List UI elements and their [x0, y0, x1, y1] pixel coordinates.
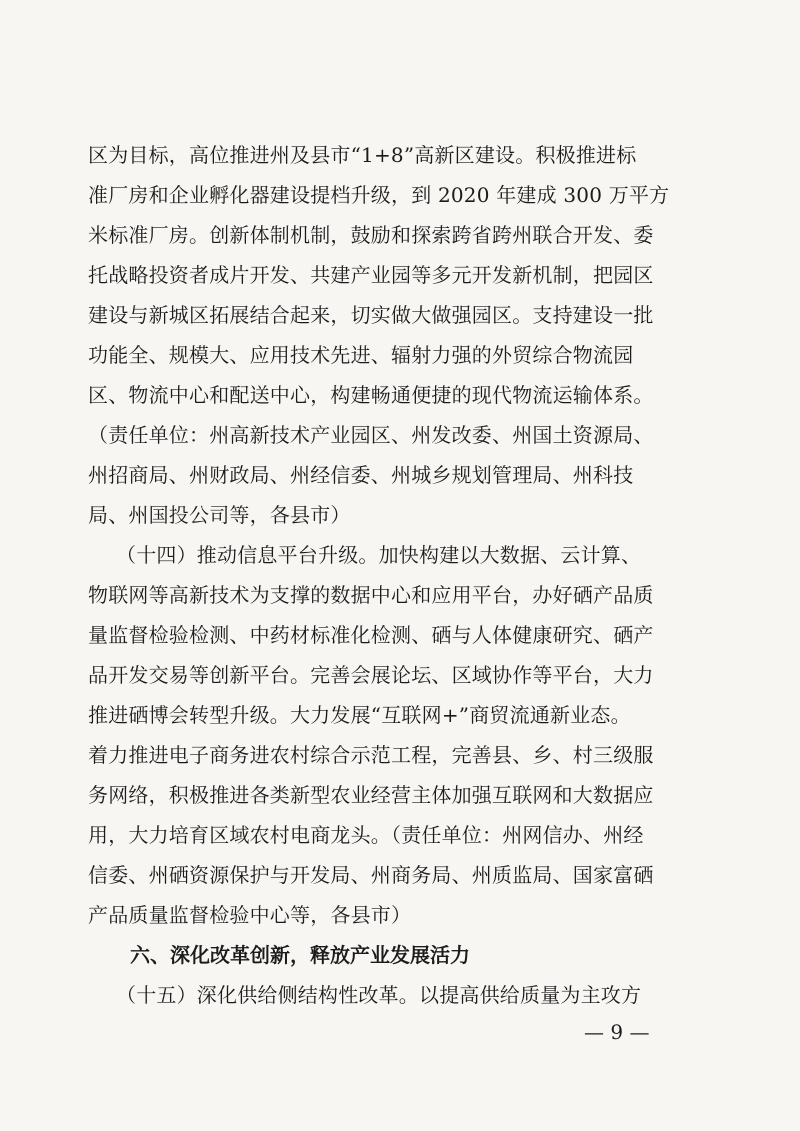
paragraph-line: 区为目标，高位推进州及县市“1+8”高新区建设。积极推进标 [88, 143, 637, 167]
paragraph-line: 务网络，积极推进各类新型农业经营主体加强互联网和大数据应 [88, 783, 654, 807]
paragraph-line: 品开发交易等创新平台。完善会展论坛、区域协作等平台，大力 [88, 663, 654, 687]
paragraph-2 [88, 535, 708, 935]
paragraph-line: 信委、州硒资源保护与开发局、州商务局、州质监局、国家富硒 [88, 863, 654, 887]
paragraph-1 [88, 135, 708, 535]
paragraph-line: 州招商局、州财政局、州经信委、州城乡规划管理局、州科技 [88, 463, 634, 487]
paragraph-line: 量监督检验检测、中药材标准化检测、硒与人体健康研究、硒产 [88, 623, 654, 647]
paragraph-3 [88, 975, 708, 1015]
paragraph-line: 准厂房和企业孵化器建设提档升级，到 2020 年建成 300 万平方 [88, 183, 670, 207]
paragraph-line: 产品质量监督检验中心等，各县市） [88, 903, 412, 927]
paragraph-line: 米标准厂房。创新体制机制，鼓励和探索跨省跨州联合开发、委 [88, 223, 654, 247]
paragraph-line: 推进硒博会转型升级。大力发展“互联网+”商贸流通新业态。 [88, 703, 631, 727]
paragraph-line: 功能全、规模大、应用技术先进、辐射力强的外贸综合物流园 [88, 343, 634, 367]
paragraph-line: 着力推进电子商务进农村综合示范工程，完善县、乡、村三级服 [88, 743, 654, 767]
paragraph-line: 物联网等高新技术为支撑的数据中心和应用平台，办好硒产品质 [88, 583, 654, 607]
paragraph-line: （十四）推动信息平台升级。加快构建以大数据、云计算、 [116, 543, 642, 567]
paragraph-line: 用，大力培育区域农村电商龙头。（责任单位：州网信办、州经 [88, 823, 644, 847]
paragraph-line: （十五）深化供给侧结构性改革。以提高供给质量为主攻方 [116, 983, 642, 1007]
section-heading: 六、深化改革创新，释放产业发展活力 [130, 943, 470, 967]
paragraph-line: 建设与新城区拓展结合起来，切实做大做强园区。支持建设一批 [88, 303, 654, 327]
paragraph-line: 托战略投资者成片开发、共建产业园等多元开发新机制，把园区 [88, 263, 654, 287]
section-heading-block [88, 935, 708, 975]
paragraph-line: 区、物流中心和配送中心，构建畅通便捷的现代物流运输体系。 [88, 383, 654, 407]
paragraph-line: （责任单位：州高新技术产业园区、州发改委、州国土资源局、 [88, 423, 654, 447]
page-number: — 9 — [584, 1020, 650, 1044]
paragraph-line: 局、州国投公司等，各县市） [88, 503, 351, 527]
